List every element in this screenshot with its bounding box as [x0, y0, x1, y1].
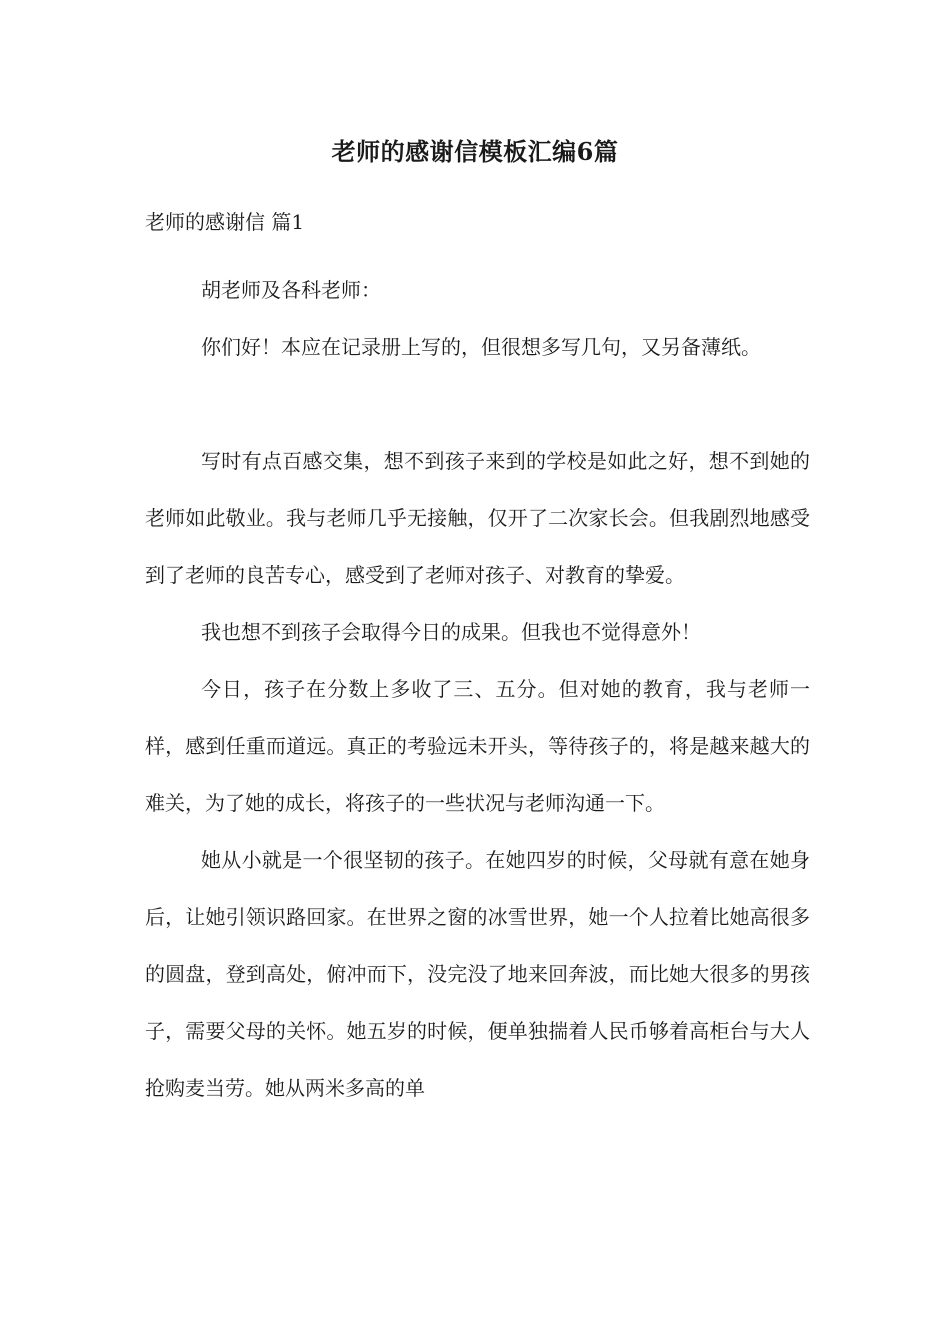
- salutation: 胡老师及各科老师：: [201, 278, 381, 302]
- paragraph-feelings: 写时有点百感交集，想不到孩子来到的学校是如此之好，想不到她的老师如此敬业。我与老师几乎无接触，仅开了二次家长会。但我剧烈地感受到了老师的良苦专心，感受到了老师对孩子、对教育的挚爱。: [145, 449, 810, 587]
- paragraph-greeting: 你们好！本应在记录册上写的，但很想多写几句，又另备薄纸。: [201, 335, 761, 359]
- paragraph-education: 今日，孩子在分数上多收了三、五分。但对她的教育，我与老师一样，感到任重而道远。真正的考验远未开头，等待孩子的，将是越来越大的难关，为了她的成长，将孩子的一些状况与老师沟通一下。: [145, 677, 810, 815]
- letter-body: [145, 262, 810, 1117]
- document-title: 老师的感谢信模板汇编6篇: [331, 137, 619, 166]
- paragraph-result: 我也想不到孩子会取得今日的成果。但我也不觉得意外！: [201, 620, 701, 644]
- blank-line: [145, 376, 810, 433]
- paragraph-childhood: 她从小就是一个很坚韧的孩子。在她四岁的时候，父母就有意在她身后，让她引领识路回家。在世界之窗的冰雪世界，她一个人拉着比她高很多的圆盘，登到高处，俯冲而下，没完没了地来回奔波，而比她大很多的男孩子，需要父母的关怀。她五岁的时候，便单独揣着人民币够着高柜台与大人抢购麦当劳。她从两米多高的单: [145, 848, 810, 1100]
- section-heading: 老师的感谢信 篇1: [145, 210, 305, 234]
